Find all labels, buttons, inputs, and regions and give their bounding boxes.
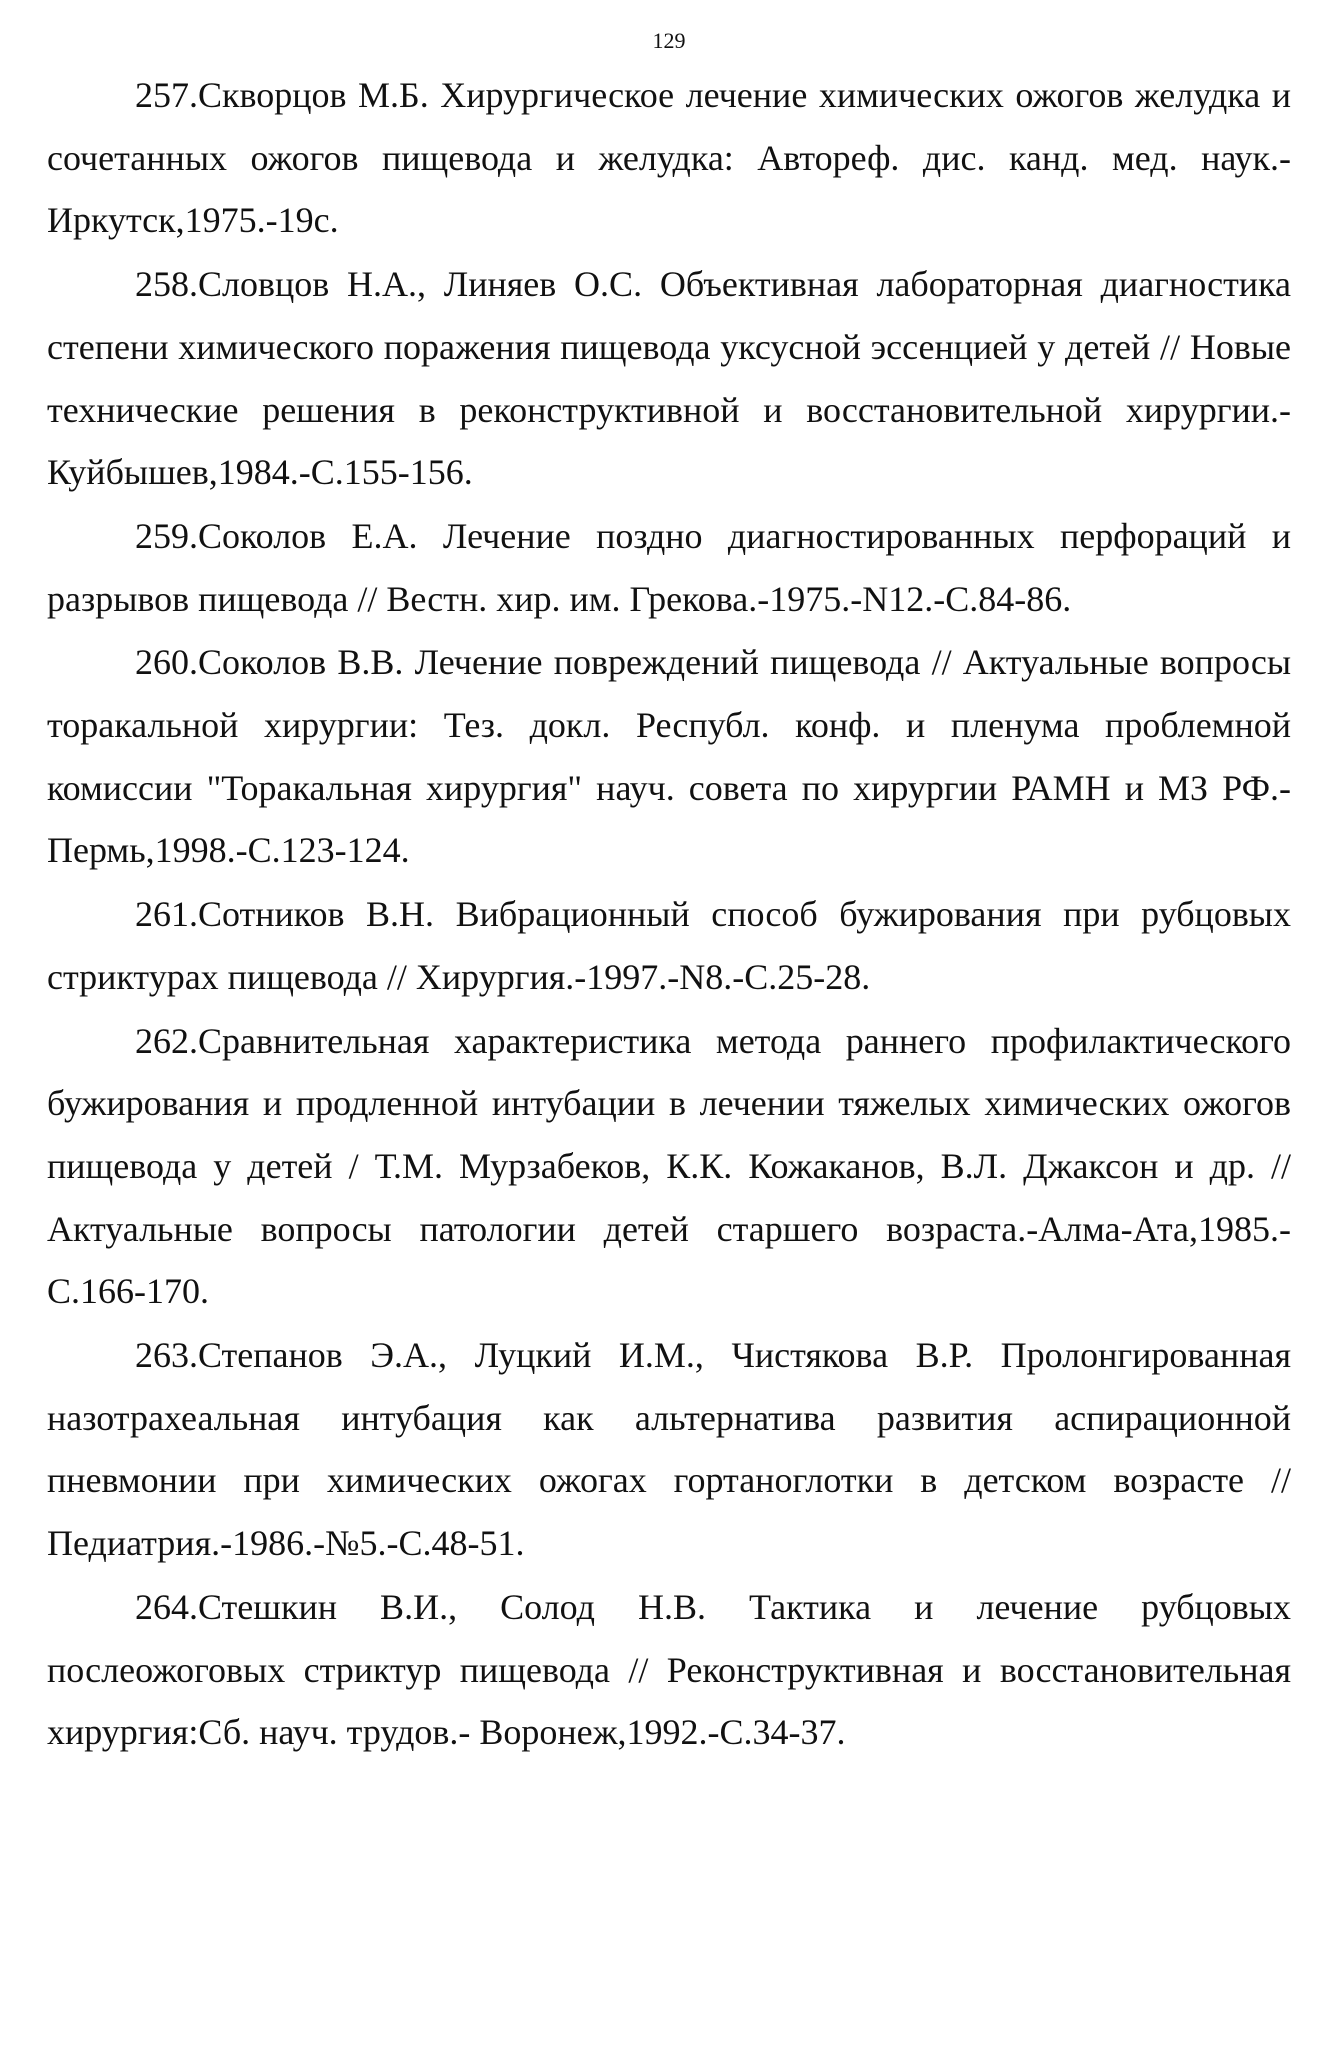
reference-item-259: 259.Соколов Е.А. Лечение поздно диагностированных перфораций и разрывов пищевода // Вестн. хир. им. Грекова.-1975.-N12.-С.84-86. — [47, 515, 1291, 619]
reference-item-260: 260.Соколов В.В. Лечение повреждений пищевода // Актуальные вопросы торакальной хирургии: Тез. докл. Республ. конф. и пленума проблемной комиссии "Торакальная хирургия" науч. совета по хирургии РАМН и МЗ РФ.-Пермь,1998.-С.123-124. — [47, 642, 1291, 871]
reference-item-263: 263.Степанов Э.А., Луцкий И.М., Чистякова В.Р. Пролонгированная назотрахеальная интубация как альтернатива развития аспирационной пневмонии при химических ожогах гортаноглотки в детском возрасте // Педиатрия.-1986.-№5.-С.48-51. — [47, 1335, 1291, 1564]
reference-item-262: 262.Сравнительная характеристика метода раннего профилактического бужирования и продленной интубации в лечении тяжелых химических ожогов пищевода у детей / Т.М. Мурзабеков, К.К. Кожаканов, В.Л. Джаксон и др. // Актуальные вопросы патологии детей старшего возраста.-Алма-Ата,1985.-С.166-170. — [47, 1020, 1291, 1312]
reference-item-264: 264.Стешкин В.И., Солод Н.В. Тактика и лечение рубцовых послеожоговых стриктур пищевода // Реконструктивная и восстановительная хирургия:Сб. науч. трудов.- Воронеж,1992.-С.34-37. — [47, 1586, 1291, 1753]
reference-item-257: 257.Скворцов М.Б. Хирургическое лечение химических ожогов желудка и сочетанных ожогов пищевода и желудка: Автореф. дис. канд. мед. наук.-Иркутск,1975.-19с. — [47, 75, 1291, 241]
reference-item-261: 261.Сотников В.Н. Вибрационный способ бужирования при рубцовых стриктурах пищевода // Хирургия.-1997.-N8.-С.25-28. — [47, 894, 1291, 997]
reference-list — [47, 64, 1291, 1765]
reference-item-258: 258.Словцов Н.А., Линяев О.С. Объективная лабораторная диагностика степени химического поражения пищевода уксусной эссенцией у детей // Новые технические решения в реконструктивной и восстановительной хирургии.-Куйбышев,1984.-С.155-156. — [47, 264, 1291, 493]
page-number: 129 — [652, 28, 686, 53]
